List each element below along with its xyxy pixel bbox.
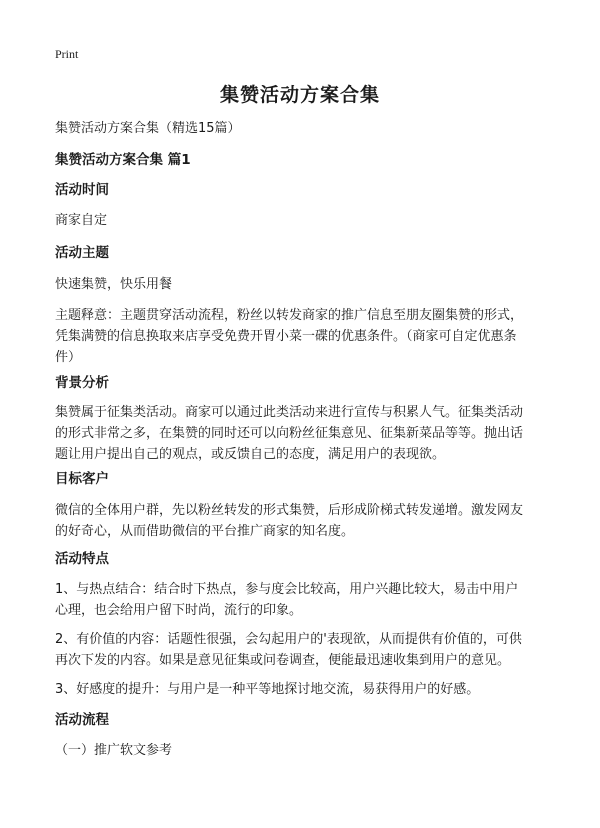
features-heading: 活动特点 [55,551,109,567]
theme-text: 快速集赞，快乐用餐 [55,277,173,292]
document-title: 集赞活动方案合集 [219,84,380,106]
print-link[interactable]: Print [55,47,79,61]
background-heading: 背景分析 [55,375,109,391]
paragraph-line: 的形式非常之多，在集赞的同时还可以向粉丝征集意见、征集新菜品等等。抛出话 [55,426,524,441]
section-title: 集赞活动方案合集 篇1 [55,152,191,168]
paragraph-line: 心理，也会给用户留下时尚，流行的印象。 [55,603,303,618]
paragraph-line: 件） [55,350,82,365]
feature-item-2 [55,629,555,671]
target-heading: 目标客户 [55,471,109,487]
paragraph-line: 微信的全体用户群，先以粉丝转发的形式集赞，后形成阶梯式转发递增。激发网友 [55,503,524,518]
paragraph-line: 凭集满赞的信息换取来店享受免费开胃小菜一碟的优惠条件。（商家可自定优惠条 [55,329,517,344]
feature-item-3: 3、好感度的提升：与用户是一种平等地探讨地交流，易获得用户的好感。 [55,682,480,697]
paragraph-line: 集赞属于征集类活动。商家可以通过此类活动来进行宣传与积累人气。征集类活动 [55,405,524,420]
time-heading: 活动时间 [55,182,109,198]
paragraph-line: 1、与热点结合：结合时下热点，参与度会比较高，用户兴趣比较大，易击中用户 [55,582,519,597]
target-paragraph [55,500,555,542]
subtitle: 集赞活动方案合集（精选15篇） [55,121,241,136]
paragraph-line: 2、有价值的内容：话题性很强，会勾起用户的'表现欲，从而提供有价值的，可供 [55,632,522,647]
paragraph-line: 再次下发的内容。如果是意见征集或问卷调查，便能最迅速收集到用户的意见。 [55,653,511,668]
paragraph-line: 主题释意：主题贯穿活动流程，粉丝以转发商家的推广信息至朋友圈集赞的形式， [55,308,524,323]
theme-description [55,305,555,368]
background-paragraph [55,402,555,465]
process-step-1: （一）推广软文参考 [55,743,173,758]
paragraph-line: 的好奇心，从而借助微信的平台推广商家的知名度。 [55,524,355,539]
time-text: 商家自定 [55,213,108,228]
process-heading: 活动流程 [55,712,109,728]
paragraph-line: 题让用户提出自己的观点，或反馈自己的态度，满足用户的表现欲。 [55,447,446,462]
feature-item-1 [55,579,555,621]
theme-heading: 活动主题 [55,245,109,261]
